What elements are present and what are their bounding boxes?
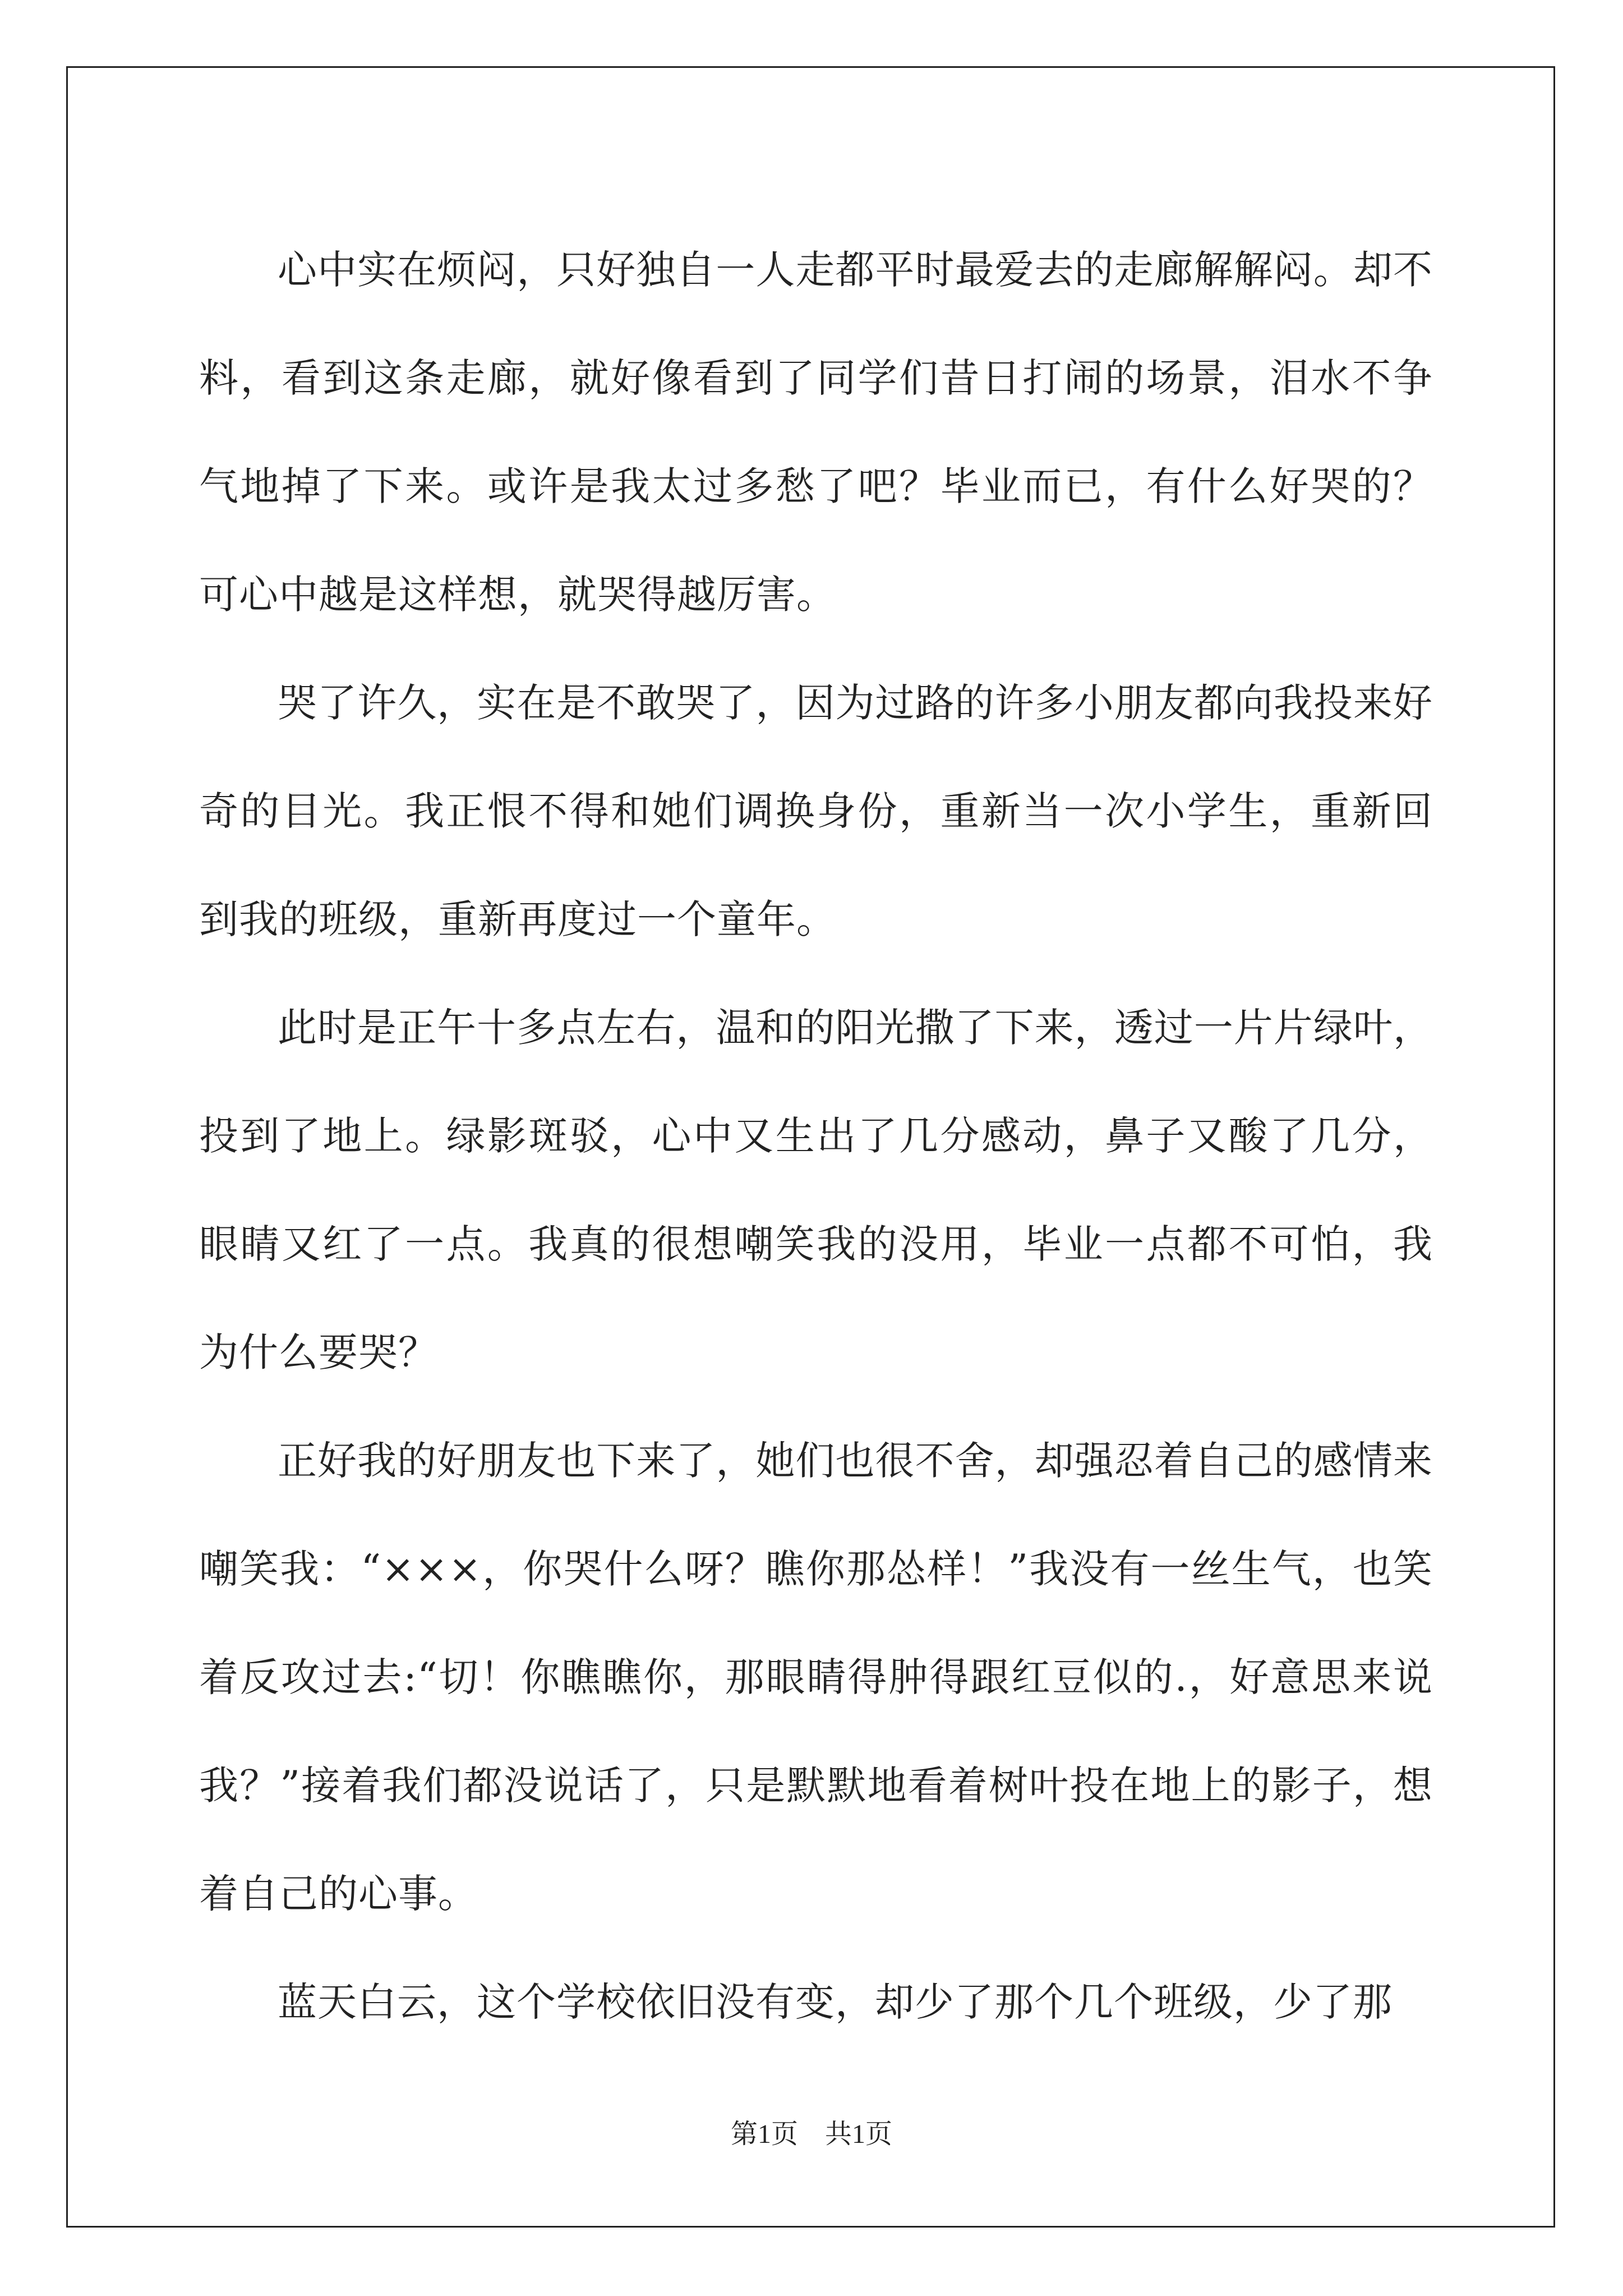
paragraph: 蓝天白云，这个学校依旧没有变，却少了那个几个班级，少了那 xyxy=(278,1979,1393,2025)
document-body xyxy=(199,216,1433,2056)
page-footer xyxy=(0,2112,1623,2151)
paragraph: 哭了许久，实在是不敢哭了，因为过路的许多小朋友都向我投来好奇的目光。我正恨不得和她们调换身份，重新当一次小学生，重新回到我的班级，重新再度过一个童年。 xyxy=(199,680,1433,942)
page-number-total: 共1页 xyxy=(825,2119,893,2149)
page-number-current: 第1页 xyxy=(730,2119,798,2149)
paragraph: 心中实在烦闷，只好独自一人走都平时最爱去的走廊解解闷。却不料，看到这条走廊，就好像看到了同学们昔日打闹的场景，泪水不争气地掉了下来。或许是我太过多愁了吧？毕业而已，有什么好哭的？可心中越是这样想，就哭得越厉害。 xyxy=(199,247,1433,618)
paragraph: 正好我的好朋友也下来了，她们也很不舍，却强忍着自己的感情来嘲笑我：“×××，你哭什么呀？瞧你那怂样！”我没有一丝生气，也笑着反攻过去:“切！你瞧瞧你，那眼睛得肿得跟红豆似的.，好意思来说我？”接着我们都没说话了，只是默默地看着树叶投在地上的影子，想着自己的心事。 xyxy=(199,1438,1433,1917)
paragraph: 此时是正午十多点左右，温和的阳光撒了下来，透过一片片绿叶，投到了地上。绿影斑驳，心中又生出了几分感动，鼻子又酸了几分，眼睛又红了一点。我真的很想嘲笑我的没用，毕业一点都不可怕，我为什么要哭？ xyxy=(199,1005,1433,1375)
